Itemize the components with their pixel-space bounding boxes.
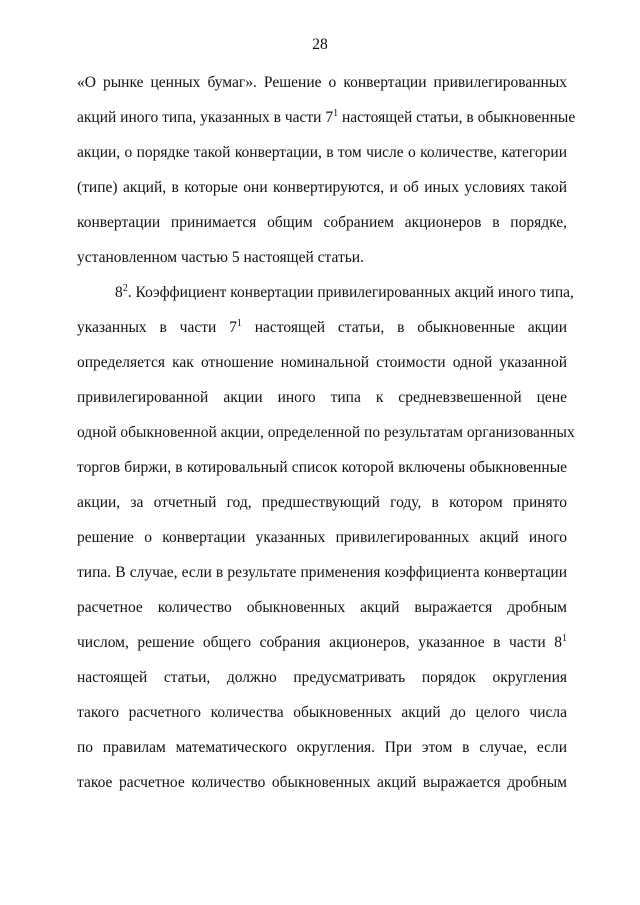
line-text-before-sup: 8 — [115, 284, 123, 301]
line-text-after-sup: настоящей статьи, в обыкновенные — [338, 109, 576, 126]
paragraph-1-line-3: акции, о порядке такой конвертации, в том числе о количестве, категории — [77, 144, 567, 161]
paragraph-1-line-5: конвертации принимается общим собранием акционеров в порядке, — [77, 214, 567, 231]
superscript: 1 — [236, 318, 242, 329]
line-text-before-sup: указанных в части 7 — [77, 319, 237, 336]
superscript: 1 — [333, 108, 339, 119]
paragraph-1-line-4: (типе) акций, в которые они конвертируются, и об иных условиях такой — [77, 179, 567, 196]
line-text-after-sup: настоящей статьи, в обыкновенные акции — [241, 319, 567, 336]
line-text-before-sup: акций иного типа, указанных в части 7 — [77, 109, 334, 126]
line-text-before-sup: числом, решение общего собрания акционеров, указанное в части 8 — [77, 634, 562, 651]
paragraph-2-line-12: настоящей статьи, должно предусматривать порядок округления — [77, 669, 567, 686]
paragraph-2-line-13: такого расчетного количества обыкновенных акций до целого числа — [77, 704, 567, 721]
paragraph-2-line-6: торгов биржи, в котировальный список которой включены обыкновенные — [77, 459, 567, 476]
paragraph-1-line-1: «О рынке ценных бумаг». Решение о конвертации привилегированных — [77, 74, 567, 91]
paragraph-2-line-2 — [77, 319, 567, 337]
paragraph-2-line-5: одной обыкновенной акции, определенной по результатам организованных — [77, 424, 575, 441]
superscript: 2 — [122, 283, 128, 294]
paragraph-2-line-9: типа. В случае, если в результате применения коэффициента конвертации — [77, 564, 567, 581]
paragraph-2-line-4: привилегированной акции иного типа к средневзвешенной цене — [77, 389, 567, 406]
paragraph-2-line-15: такое расчетное количество обыкновенных акций выражается дробным — [77, 774, 567, 791]
page-number: 28 — [312, 36, 328, 53]
paragraph-2-line-10: расчетное количество обыкновенных акций выражается дробным — [77, 599, 567, 616]
superscript: 1 — [562, 633, 567, 644]
paragraph-2-line-14: по правилам математического округления. При этом в случае, если — [77, 739, 567, 756]
paragraph-2-line-11 — [77, 634, 567, 652]
paragraph-2-line-3: определяется как отношение номинальной стоимости одной указанной — [77, 354, 567, 371]
paragraph-2-line-1 — [115, 283, 574, 302]
paragraph-2-line-8: решение о конвертации указанных привилегированных акций иного — [77, 529, 567, 546]
line-text-after-sup: . Коэффициент конвертации привилегированных акций иного типа, — [127, 284, 574, 301]
paragraph-2-line-7: акции, за отчетный год, предшествующий году, в котором принято — [77, 494, 567, 511]
paragraph-1-line-2 — [77, 108, 576, 127]
paragraph-1-line-6: установленном частью 5 настоящей статьи. — [77, 249, 364, 266]
